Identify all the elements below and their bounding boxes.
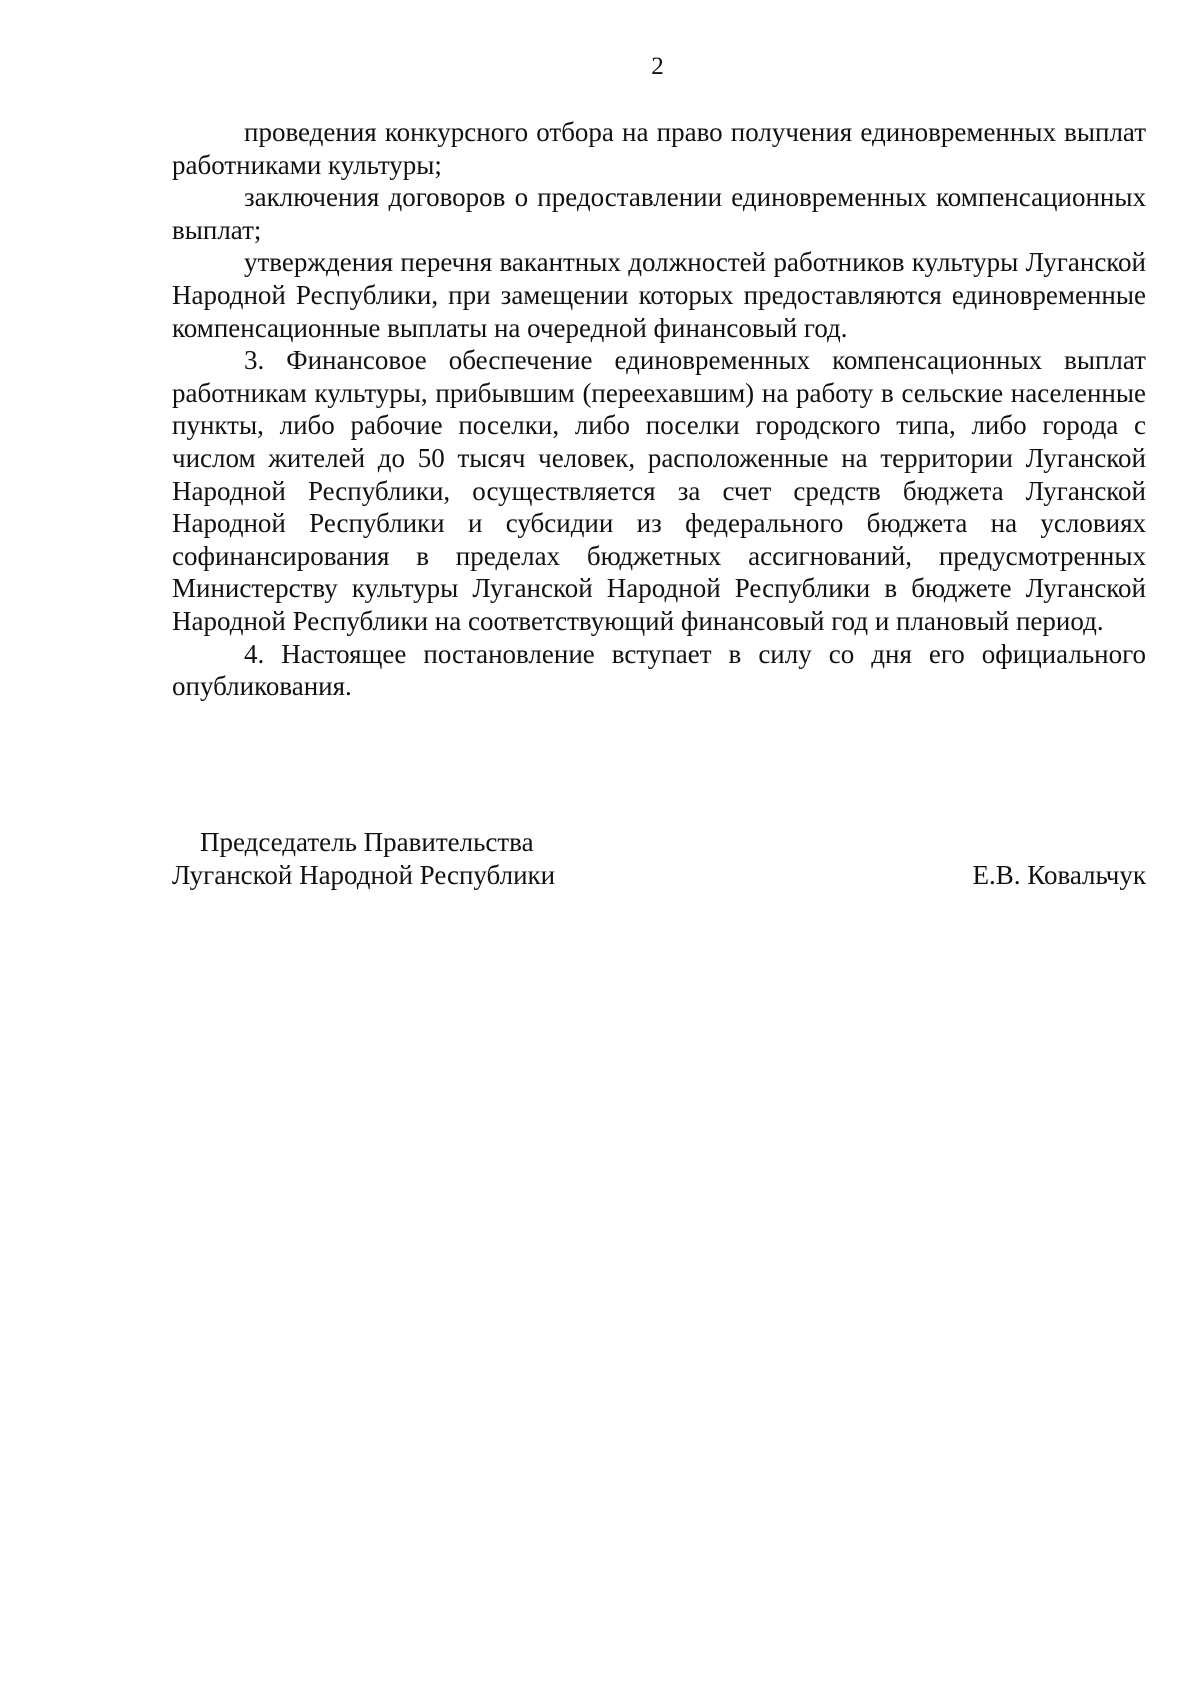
signatory-title-line1: Председатель Правительства: [200, 827, 534, 857]
signatory-title-line2: Луганской Народной Республики: [172, 860, 556, 890]
paragraph-entry-into-force: 4. Настоящее постановление вступает в силу со дня его официального опубликования.: [172, 638, 1146, 702]
paragraph-vacancy-list: утверждения перечня вакантных должностей работников культуры Луганской Народной Республики, при замещении которых предоставляются единовременные компенсационные выплаты на очередной финансовый год.: [172, 247, 1146, 343]
paragraph-financing: 3. Финансовое обеспечение единовременных компенсационных выплат работникам культуры, прибывшим (переехавшим) на работу в сельские населенные пункты, либо рабочие поселки, либо поселки городского типа, либо города с числом жителей до 50 тысяч человек, расположенные на территории Луганской Народной Республики, осуществляется за счет средств бюджета Луганской Народной Республики и субсидии из федерального бюджета на условиях софинансирования в пределах бюджетных ассигнований, предусмотренных Министерству культуры Луганской Народной Республики в бюджете Луганской Народной Республики на соответствующий финансовый год и плановый период.: [172, 345, 1146, 636]
signature-row: [172, 859, 1146, 892]
page-number: 2: [651, 53, 664, 80]
document-body: [172, 116, 1146, 703]
signature-block: [172, 826, 1146, 892]
paragraph-competition-selection: проведения конкурсного отбора на право получения единовременных выплат работниками культуры;: [172, 117, 1146, 180]
paragraph-contract-conclusion: заключения договоров о предоставлении единовременных компенсационных выплат;: [172, 182, 1146, 245]
signatory-name: Е.В. Ковальчук: [972, 860, 1146, 890]
